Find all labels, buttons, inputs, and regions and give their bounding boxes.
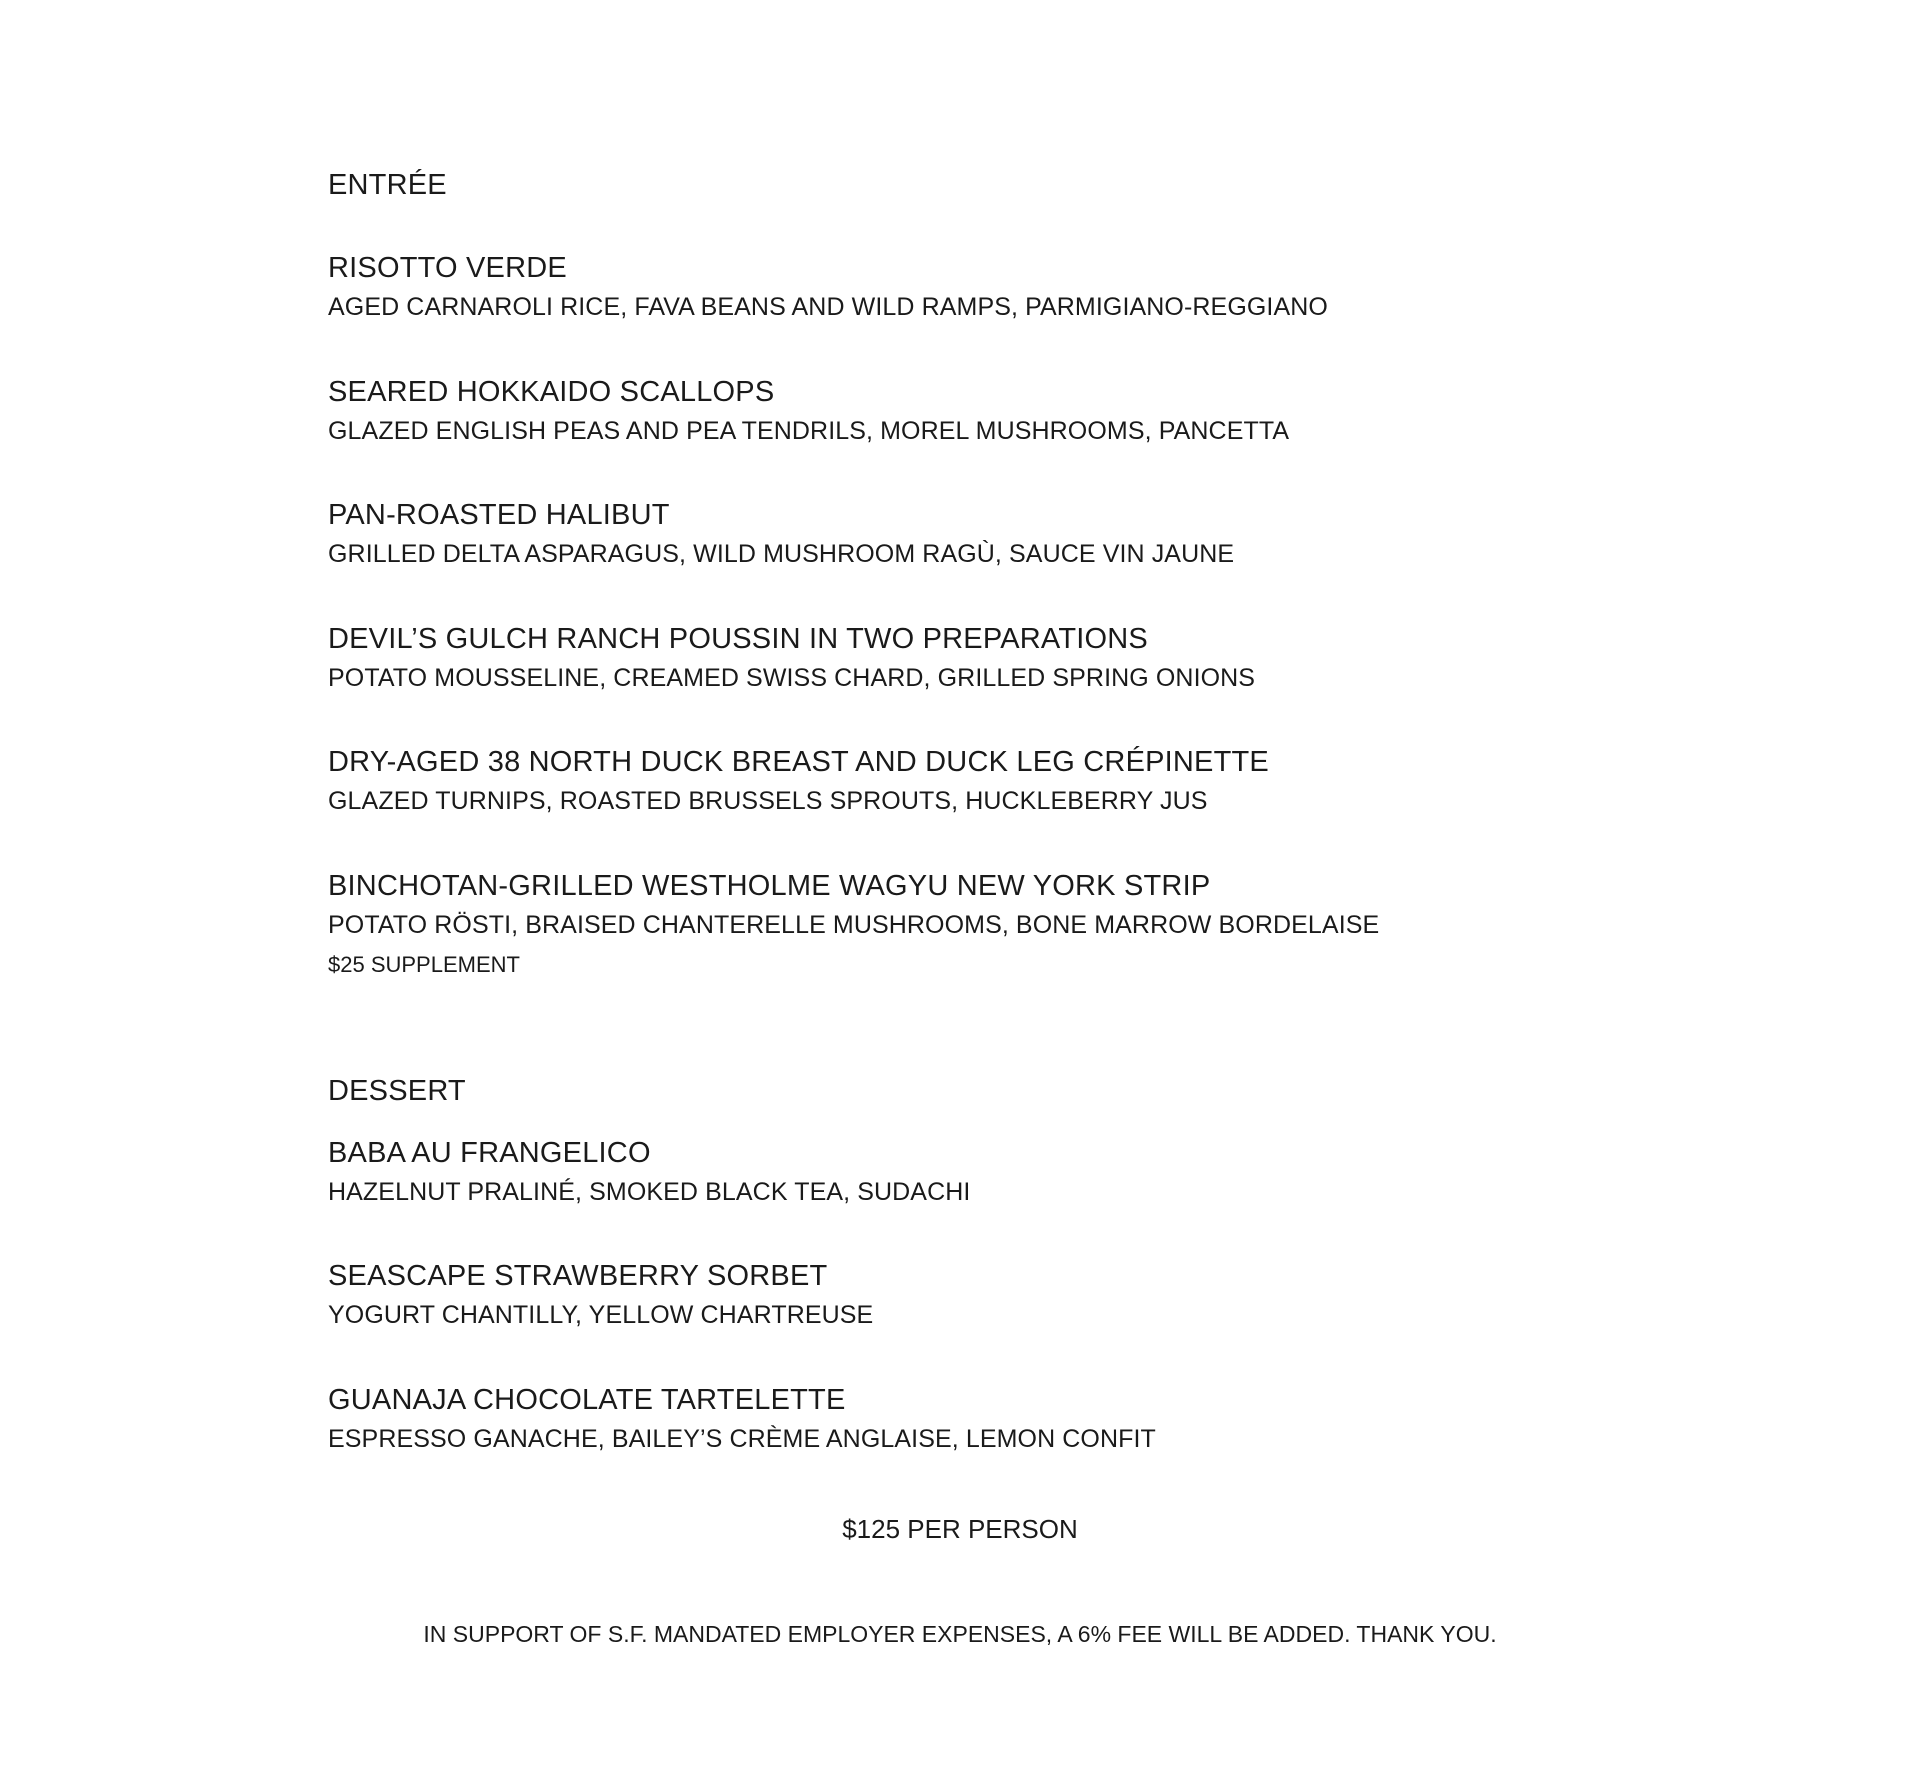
item-description: GLAZED TURNIPS, ROASTED BRUSSELS SPROUTS, HUCKLEBERRY JUS (328, 787, 1208, 815)
item-name: DRY-AGED 38 NORTH DUCK BREAST AND DUCK LEG CRÉPINETTE (328, 746, 1269, 778)
item-description: YOGURT CHANTILLY, YELLOW CHARTREUSE (328, 1301, 874, 1329)
item-name: BABA AU FRANGELICO (328, 1137, 651, 1169)
fee-notice: IN SUPPORT OF S.F. MANDATED EMPLOYER EXPENSES, A 6% FEE WILL BE ADDED. THANK YOU. (423, 1621, 1497, 1647)
section-title-entree: ENTRÉE (328, 169, 447, 201)
item-name: DEVIL’S GULCH RANCH POUSSIN IN TWO PREPARATIONS (328, 623, 1148, 655)
menu-item (328, 378, 1289, 444)
item-name: BINCHOTAN-GRILLED WESTHOLME WAGYU NEW YORK STRIP (328, 870, 1211, 902)
menu-item (328, 872, 1379, 976)
item-description: POTATO MOUSSELINE, CREAMED SWISS CHARD, GRILLED SPRING ONIONS (328, 664, 1256, 692)
menu-item (328, 501, 1234, 567)
item-name: PAN-ROASTED HALIBUT (328, 499, 670, 531)
item-name: GUANAJA CHOCOLATE TARTELETTE (328, 1384, 846, 1416)
menu-item (328, 254, 1328, 320)
item-supplement: $25 SUPPLEMENT (328, 952, 520, 977)
item-name: SEASCAPE STRAWBERRY SORBET (328, 1260, 828, 1292)
menu-item (328, 1386, 1156, 1452)
menu-item (328, 1262, 873, 1328)
item-description: POTATO RÖSTI, BRAISED CHANTERELLE MUSHROOMS, BONE MARROW BORDELAISE (328, 911, 1380, 939)
item-description: ESPRESSO GANACHE, BAILEY’S CRÈME ANGLAISE, LEMON CONFIT (328, 1425, 1156, 1453)
item-description: AGED CARNAROLI RICE, FAVA BEANS AND WILD RAMPS, PARMIGIANO-REGGIANO (328, 293, 1328, 321)
price-per-person: $125 PER PERSON (842, 1514, 1078, 1544)
item-description: GLAZED ENGLISH PEAS AND PEA TENDRILS, MOREL MUSHROOMS, PANCETTA (328, 417, 1290, 445)
menu-item (328, 1139, 970, 1205)
menu-item (328, 748, 1269, 814)
item-description: HAZELNUT PRALINÉ, SMOKED BLACK TEA, SUDACHI (328, 1178, 971, 1206)
item-name: SEARED HOKKAIDO SCALLOPS (328, 376, 775, 408)
item-name: RISOTTO VERDE (328, 252, 567, 284)
item-description: GRILLED DELTA ASPARAGUS, WILD MUSHROOM RAGÙ, SAUCE VIN JAUNE (328, 540, 1235, 568)
section-title-dessert: DESSERT (328, 1075, 466, 1107)
menu-item (328, 625, 1255, 691)
